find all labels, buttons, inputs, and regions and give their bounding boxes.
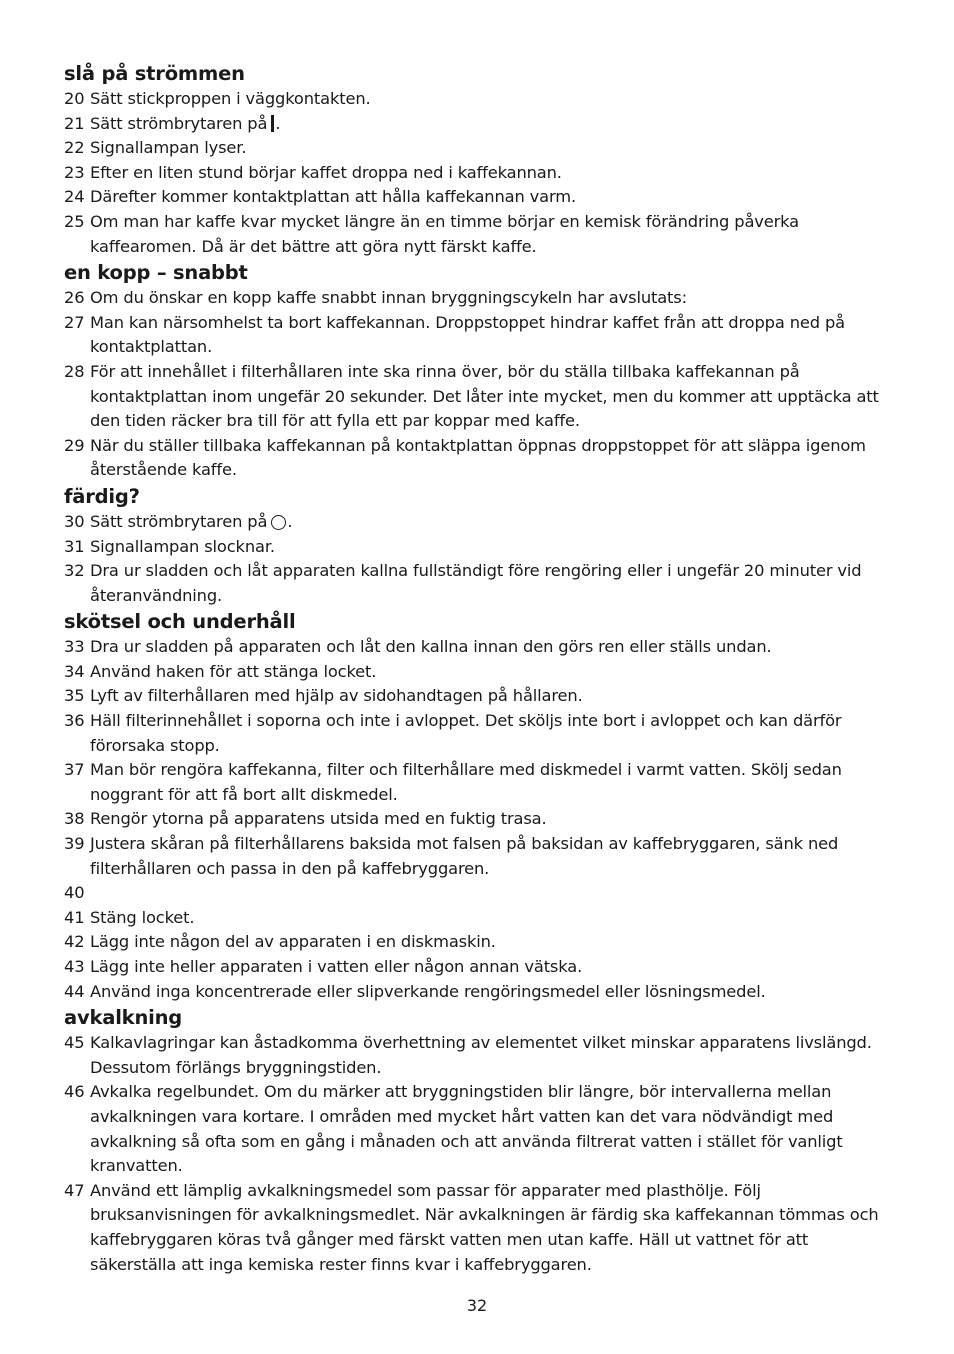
item-text: Justera skåran på filterhållarens baksida mot falsen på baksidan av kaffebryggaren, sänk ned filterhållaren och passa in den på kaffebryggaren.	[90, 834, 839, 878]
item-text: Använd haken för att stänga locket.	[90, 661, 377, 681]
instruction-item	[64, 286, 894, 311]
item-suffix: .	[275, 113, 281, 133]
item-number: 45	[64, 1033, 85, 1053]
document-body	[64, 60, 894, 1277]
instruction-item	[64, 535, 894, 560]
instruction-item	[64, 559, 894, 608]
item-number: 46	[64, 1082, 85, 1102]
instruction-item	[64, 1080, 894, 1178]
instruction-item	[64, 807, 894, 832]
item-text: Man bör rengöra kaffekanna, filter och filterhållare med diskmedel i varmt vatten. Skölj sedan noggrant för att få bort allt diskmedel.	[90, 760, 842, 804]
item-number: 35	[64, 686, 85, 706]
item-text: Man kan närsomhelst ta bort kaffekannan. Droppstoppet hindrar kaffet från att droppa ned på kontaktplattan.	[90, 312, 845, 357]
item-text: Dra ur sladden och låt apparaten kallna fullständigt före rengöring eller i ungefär 20 minuter vid återanvändning.	[90, 561, 862, 605]
item-text: Rengör ytorna på apparatens utsida med en fuktig trasa.	[90, 809, 547, 829]
section-heading: färdig?	[64, 484, 140, 508]
item-text: Sätt strömbrytaren på	[90, 113, 268, 133]
instruction-item	[64, 136, 894, 161]
item-number: 47	[64, 1180, 85, 1200]
instruction-item	[64, 930, 894, 955]
instruction-item	[64, 881, 894, 906]
item-text: Häll filterinnehållet i soporna och inte i avloppet. Det sköljs inte bort i avloppet och kan därför förorsaka stopp.	[90, 711, 842, 755]
item-text: Kalkavlagringar kan åstadkomma överhettning av elementet vilket minskar apparatens livslängd. Dessutom förlängs bryggningstiden.	[90, 1033, 872, 1077]
item-number: 39	[64, 834, 85, 854]
section	[64, 608, 894, 1004]
instruction-item	[64, 185, 894, 210]
item-number: 24	[64, 187, 85, 207]
section-heading: slå på strömmen	[64, 62, 245, 85]
instruction-item	[64, 210, 894, 259]
instruction-item	[64, 709, 894, 758]
item-text: Sätt strömbrytaren på	[90, 511, 268, 531]
item-number: 20	[64, 89, 85, 108]
instruction-item	[64, 510, 894, 535]
item-text: Dra ur sladden på apparaten och låt den kallna innan den görs ren eller ställs undan.	[90, 637, 772, 657]
instruction-item	[64, 87, 894, 112]
instruction-item	[64, 360, 894, 434]
item-number: 30	[64, 511, 85, 531]
instruction-item	[64, 980, 894, 1005]
section-heading: en kopp – snabbt	[64, 261, 248, 285]
item-number: 25	[64, 211, 85, 231]
item-text: Efter en liten stund börjar kaffet droppa ned i kaffekannan.	[90, 162, 562, 182]
item-text: Signallampan slocknar.	[90, 536, 275, 556]
item-number: 29	[64, 435, 85, 455]
item-number: 43	[64, 957, 85, 976]
item-number: 26	[64, 288, 85, 308]
item-number: 28	[64, 361, 85, 381]
item-number: 31	[64, 536, 85, 556]
instruction-item	[64, 161, 894, 186]
section	[64, 259, 894, 483]
item-text: Om du önskar en kopp kaffe snabbt innan bryggningscykeln har avslutats:	[90, 288, 687, 308]
instruction-item	[64, 1031, 894, 1080]
instruction-item	[64, 635, 894, 660]
item-number: 36	[64, 711, 85, 731]
item-number: 27	[64, 312, 85, 332]
item-number: 37	[64, 760, 85, 780]
instruction-item	[64, 684, 894, 709]
item-number: 41	[64, 907, 85, 927]
section-heading: avkalkning	[64, 1006, 183, 1030]
item-text: Därefter kommer kontaktplattan att hålla kaffekannan varm.	[90, 187, 576, 207]
item-text: Lyft av filterhållaren med hjälp av sidohandtagen på hållaren.	[90, 686, 583, 706]
item-number: 22	[64, 138, 85, 158]
instruction-item	[64, 112, 894, 137]
instruction-item	[64, 434, 894, 483]
instruction-item	[64, 955, 894, 980]
item-text: Signallampan lyser.	[90, 138, 247, 158]
instruction-item	[64, 906, 894, 931]
item-number: 33	[64, 637, 85, 657]
section	[64, 60, 894, 259]
off-symbol-icon	[271, 515, 286, 530]
section-heading: skötsel och underhåll	[64, 610, 296, 634]
item-text: Sätt stickproppen i väggkontakten.	[90, 89, 371, 108]
item-number: 23	[64, 162, 85, 182]
page-number: 32	[466, 1296, 488, 1315]
item-text: Använd inga koncentrerade eller slipverkande rengöringsmedel eller lösningsmedel.	[90, 981, 766, 1001]
item-number: 21	[64, 113, 85, 133]
item-text: Om man har kaffe kvar mycket längre än en timme börjar en kemisk förändring påverka kaffearomen. Då är det bättre att göra nytt färskt kaffe.	[90, 211, 799, 256]
item-text: Lägg inte heller apparaten i vatten eller någon annan vätska.	[90, 957, 583, 976]
item-number: 42	[64, 932, 85, 952]
instruction-item	[64, 1179, 894, 1277]
item-number: 32	[64, 561, 85, 581]
item-text: Lägg inte någon del av apparaten i en diskmaskin.	[90, 932, 496, 952]
item-text: För att innehållet i filterhållaren inte ska rinna över, bör du ställa tillbaka kaffekannan på kontaktplattan inom ungefär 20 sekunder. Det låter inte mycket, men du kommer att upptäcka att den tiden räcker bra till för att fylla ett par koppar med kaffe.	[90, 361, 879, 431]
instruction-item	[64, 660, 894, 685]
item-number: 38	[64, 809, 85, 829]
item-text: Använd ett lämplig avkalkningsmedel som passar för apparater med plasthölje. Följ bruksanvisningen för avkalkningsmedlet. När avkalkningen är färdig ska kaffekannan tömmas och kaffebryggaren köras två gånger med färskt vatten men utan kaffe. Häll ut vattnet för att säkerställa att inga kemiska rester finns kvar i kaffebryggaren.	[90, 1180, 879, 1274]
item-number: 44	[64, 981, 85, 1001]
item-suffix: .	[287, 511, 293, 531]
item-number: 34	[64, 661, 85, 681]
item-text: När du ställer tillbaka kaffekannan på kontaktplattan öppnas droppstoppet för att släppa igenom återstående kaffe.	[90, 435, 866, 480]
item-text: Stäng locket.	[90, 907, 195, 927]
item-number: 40	[64, 883, 85, 903]
instruction-item	[64, 832, 894, 881]
section	[64, 1004, 894, 1277]
instruction-item	[64, 758, 894, 807]
item-text: Avkalka regelbundet. Om du märker att bryggningstiden blir längre, bör intervallerna mellan avkalkningen vara kortare. I områden med mycket hårt vatten kan det vara nödvändigt med avkalkning så ofta som en gång i månaden och att använda filtrerat vatten i stället för vanligt kranvatten.	[90, 1082, 843, 1176]
on-symbol-icon	[271, 115, 274, 132]
instruction-item	[64, 311, 894, 360]
section	[64, 483, 894, 608]
